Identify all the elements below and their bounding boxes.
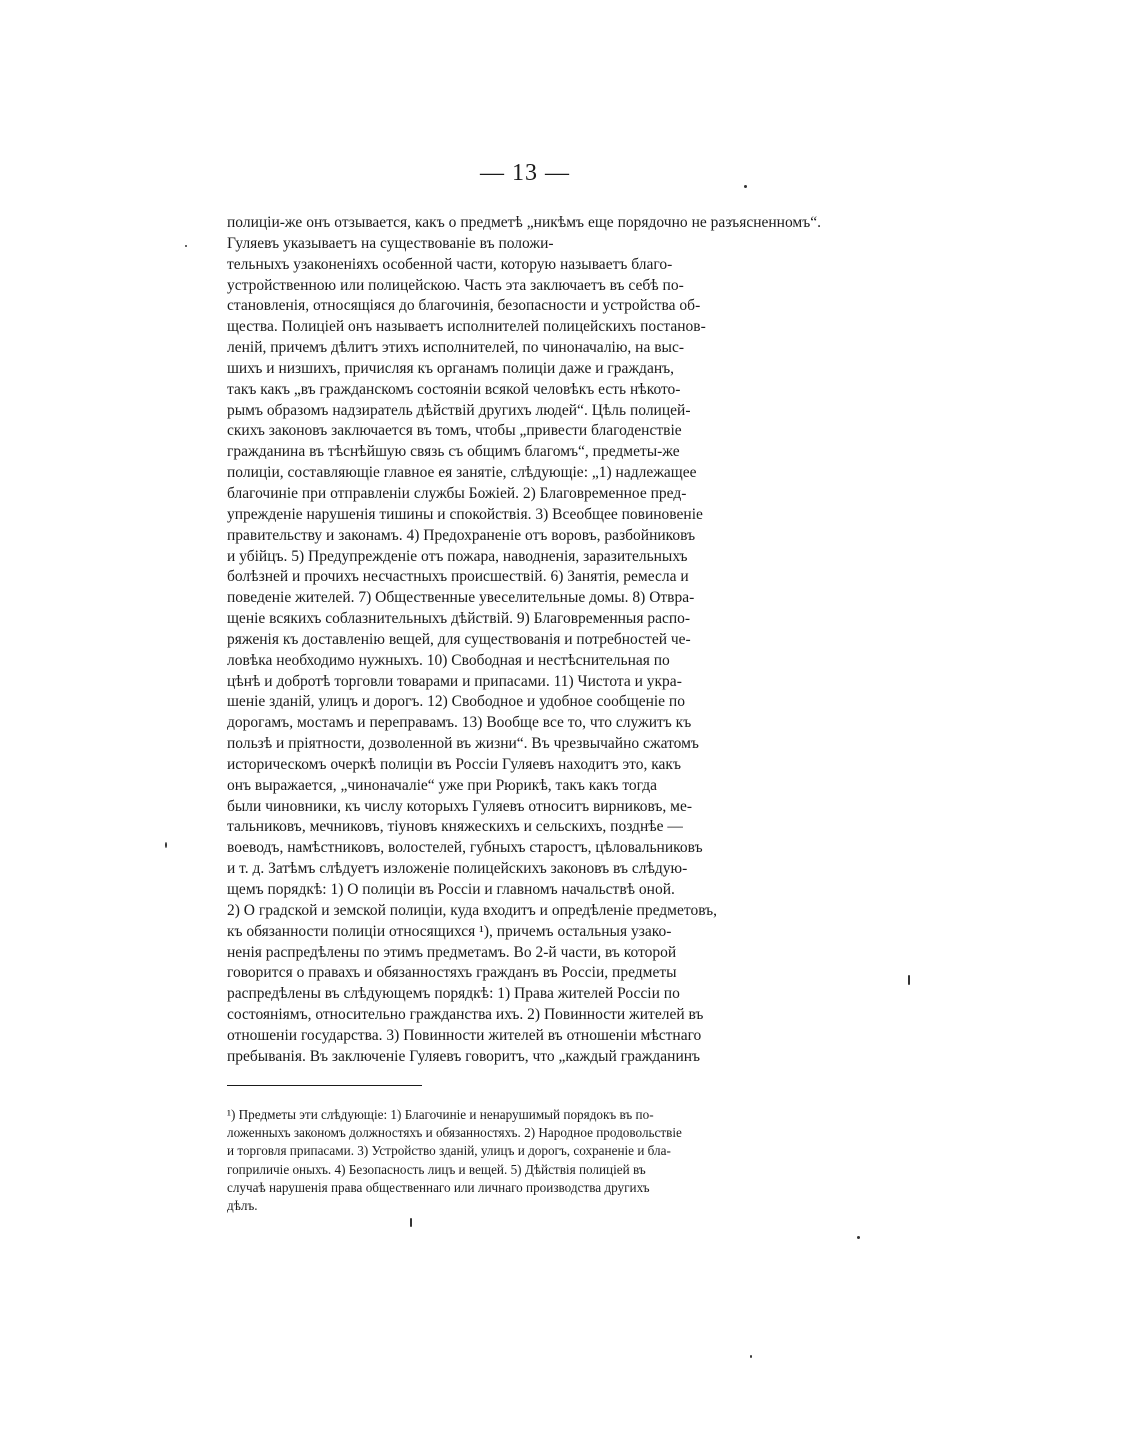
footnote-divider [227, 1085, 422, 1086]
scan-speck [908, 975, 910, 985]
scan-speck [165, 842, 167, 848]
page-number: — 13 — [480, 160, 570, 186]
footnote-paragraph: ¹) Предметы эти слѣдующіе: 1) Благочиніе и ненарушимый порядокъ въ по- ложенныхъ закономъ должностяхъ и обязанностяхъ. 2) Народное продовольствіе и торговля припасами. 3) Устройство зданій, улицъ и дорогъ, сохраненіе и бла- гоприличіе оныхъ. 4) Безопасность лицъ и вещей. 5) Дѣйствія полиціей въ случаѣ нарушенія права общественнаго или личнаго производства другихъ дѣлъ. [227, 1107, 682, 1214]
scan-speck [750, 1355, 752, 1358]
body-paragraph: полиціи-же онъ отзывается, какъ о предметѣ „никѣмъ еще порядочно не разъясненномъ“. Гуляевъ указываетъ на существованіе въ положи- тельныхъ узаконеніяхъ особенной части, которую называетъ благо- устройственною или полицейскою. Часть эта заключаетъ въ себѣ по- становленія, относящіяся до благочинія, безопасности и устройства об- щества. Полиціей онъ называетъ исполнителей полицейскихъ постанов- леній, причемъ дѣлитъ этихъ исполнителей, по чиноначалію, на выс- шихъ и низшихъ, причисляя къ органамъ полиціи даже и гражданъ, такъ какъ „въ гражданскомъ состояніи всякой человѣкъ есть нѣкото- рымъ образомъ надзиратель дѣйствій другихъ людей“. Цѣль полицей- скихъ законовъ заключается въ томъ, чтобы „привести благоденствіе гражданина въ тѣснѣйшую связь съ общимъ благомъ“, предметы-же полиціи, составляющіе главное ея занятіе, слѣдующіе: „1) надлежащее благочиніе при отправленіи службы Божіей. 2) Благовременное пред- упрежденіе нарушенія тишины и спокойствія. 3) Всеобщее повиновеніе правительству и законамъ. 4) Предохраненіе отъ воровъ, разбойниковъ и убійцъ. 5) Предупрежденіе отъ пожара, наводненія, заразительныхъ болѣзней и прочихъ несчастныхъ происшествій. 6) Занятія, ремесла и поведеніе жителей. 7) Общественные увеселительные домы. 8) Отвра- щеніе всякихъ соблазнительныхъ дѣйствій. 9) Благовременныя распо- ряженія къ доставленію вещей, для существованія и потребностей че- ловѣка необходимо нужныхъ. 10) Свободная и нестѣснительная по цѣнѣ и добротѣ торговли товарами и припасами. 11) Чистота и укра- шеніе зданій, улицъ и дорогъ. 12) Свободное и удобное сообщеніе по дорогамъ, мостамъ и переправамъ. 13) Вообще все то, что служитъ къ пользѣ и пріятности, дозволенной въ жизни“. Въ чрезвычайно сжатомъ историческомъ очеркѣ полиціи въ Россіи Гуляевъ находитъ это, какъ онъ выражается, „чиноначаліе“ уже при Рюрикѣ, такъ какъ тогда были чиновники, къ числу которыхъ Гуляевъ относитъ вирниковъ, ме- тальниковъ, мечниковъ, тіуновъ княжескихъ и сельскихъ, позднѣе — воеводъ, намѣстниковъ, волостелей, губныхъ старостъ, цѣловальниковъ и т. д. Затѣмъ слѣдуетъ изложеніе полицейскихъ законовъ въ слѣдую- щемъ порядкѣ: 1) О полиціи въ Россіи и главномъ начальствѣ оной. 2) О градской и земской полиціи, куда входитъ и опредѣленіе предметовъ, къ обязанности полиціи относящихся ¹), причемъ остальныя узако- ненія распредѣлены по этимъ предметамъ. Во 2-й части, въ которой говорится о правахъ и обязанностяхъ гражданъ въ Россіи, предметы распредѣлены въ слѣдующемъ порядкѣ: 1) Права жителей Россіи по состояніямъ, относительно гражданства ихъ. 2) Повинности жителей въ отношеніи государства. 3) Повинности жителей въ отношеніи мѣстнаго пребыванія. Въ заключеніе Гуляевъ говоритъ, что „каждый гражданинъ [227, 214, 821, 1065]
scan-speck [744, 185, 747, 188]
scan-speck [410, 1218, 412, 1227]
scan-speck [857, 1236, 860, 1239]
scan-speck [185, 245, 187, 247]
